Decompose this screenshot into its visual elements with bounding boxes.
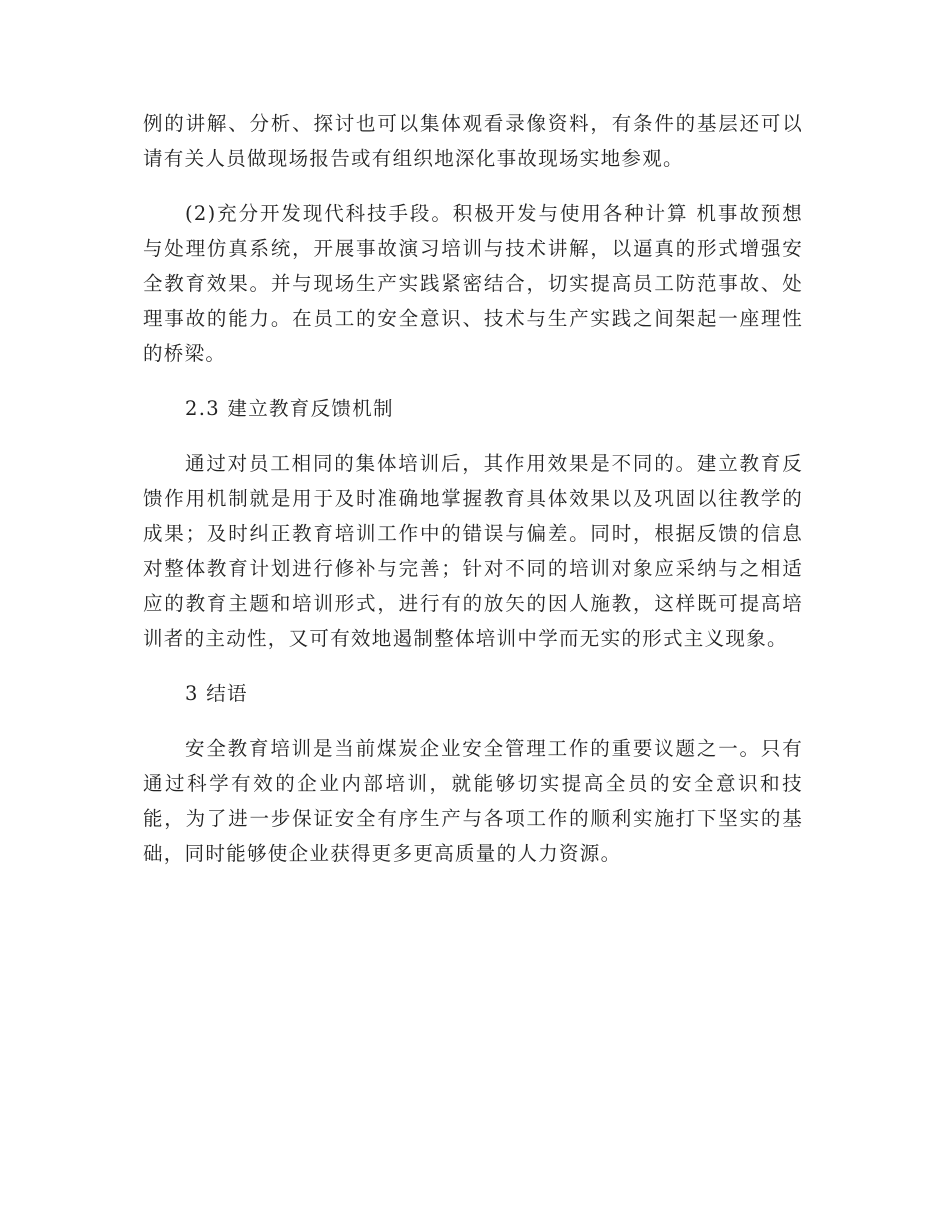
paragraph-continuation: 例的讲解、分析、探讨也可以集体观看录像资料，有条件的基层还可以请有关人员做现场报告或有组织地深化事故现场实地参观。	[143, 112, 803, 170]
paragraph-feedback-mechanism: 通过对员工相同的集体培训后，其作用效果是不同的。建立教育反馈作用机制就是用于及时准确地掌握教育具体效果以及巩固以往教学的成果；及时纠正教育培训工作中的错误与偏差。同时，根据反馈的信息对整体教育计划进行修补与完善；针对不同的培训对象应采纳与之相适应的教育主题和培训形式，进行有的放矢的因人施教，这样既可提高培训者的主动性，又可有效地遏制整体培训中学而无实的形式主义现象。	[143, 452, 803, 650]
document-page	[143, 106, 803, 891]
section-heading-2-3: 2.3 建立教育反馈机制	[185, 397, 394, 420]
section-heading-3: 3 结语	[185, 682, 248, 705]
paragraph-conclusion: 安全教育培训是当前煤炭企业安全管理工作的重要议题之一。只有通过科学有效的企业内部培训，就能够切实提高全员的安全意识和技能，为了进一步保证安全有序生产与各项工作的顺利实施打下坚实的基础，同时能够使企业获得更多更高质量的人力资源。	[143, 737, 803, 865]
paragraph-tech-means: (2)充分开发现代科技手段。积极开发与使用各种计算 机事故预想与处理仿真系统，开展事故演习培训与技术讲解，以逼真的形式增强安全教育效果。并与现场生产实践紧密结合，切实提高员工防范事故、处理事故的能力。在员工的安全意识、技术与生产实践之间架起一座理性的桥梁。	[143, 202, 803, 365]
